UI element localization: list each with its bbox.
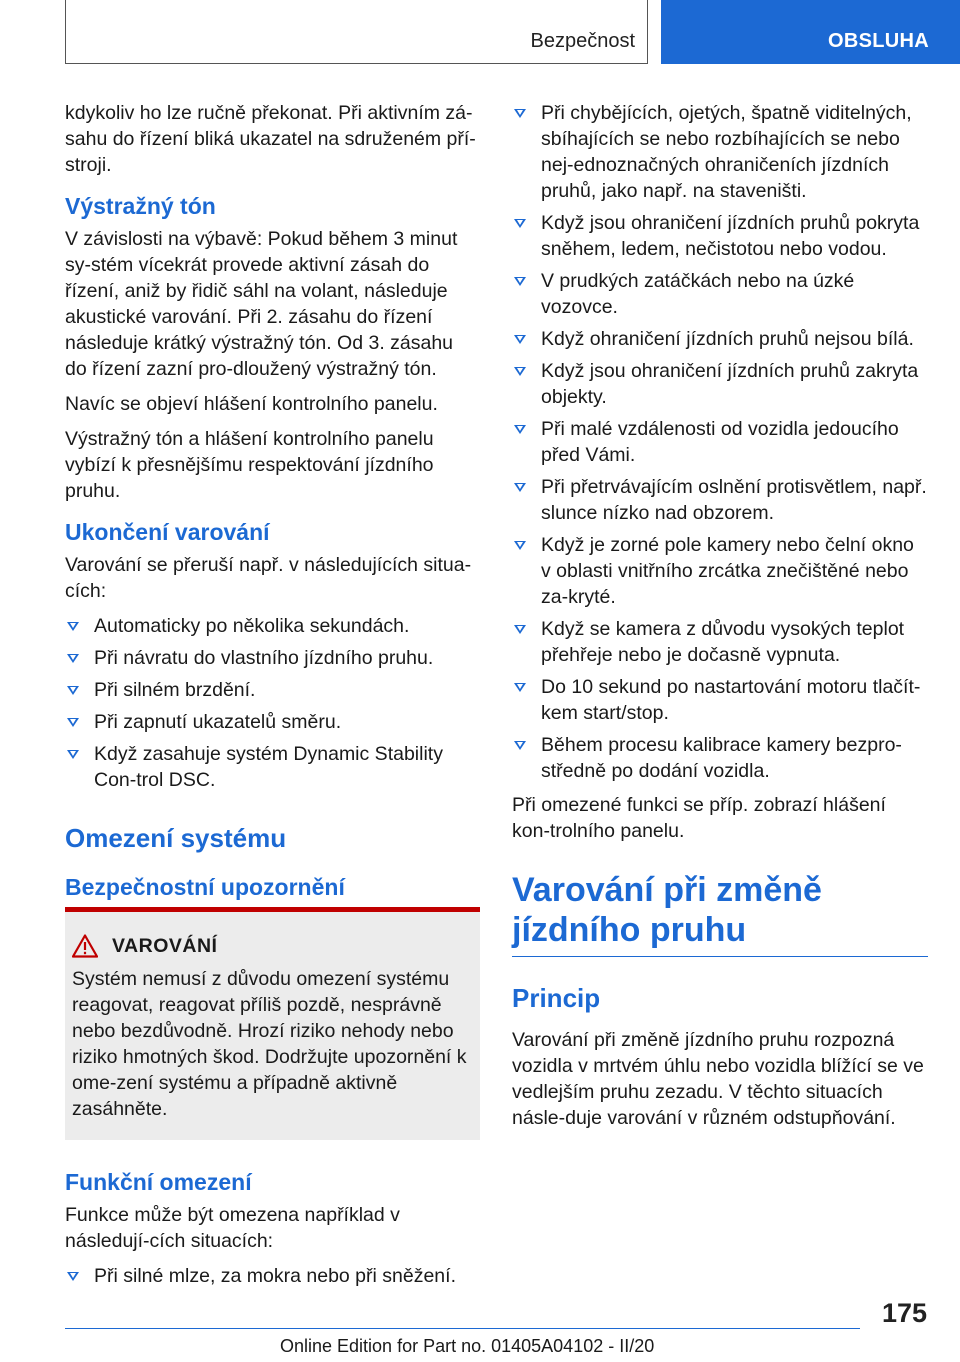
triangle-bullet-icon [514, 335, 526, 344]
header-chapter-tab [661, 0, 960, 64]
list-item: V prudkých zatáčkách nebo na úzké vozovce. [512, 268, 928, 320]
heading-warning-tone: Výstražný tón [65, 193, 216, 219]
triangle-bullet-icon [514, 483, 526, 492]
list-item: Do 10 sekund po nastartování motoru tlačít-kem start/stop. [512, 674, 928, 726]
heading-system-limits: Omezení systému [65, 823, 287, 853]
triangle-bullet-icon [67, 718, 79, 727]
list-item: Při silném brzdění. [65, 677, 480, 703]
list-item: Když ohraničení jízdních pruhů nejsou bílá. [512, 326, 928, 352]
footer-edition: Online Edition for Part no. 01405A04102 - II/20 [280, 1336, 655, 1356]
list-item: Když zasahuje systém Dynamic Stability Con-trol DSC. [65, 741, 480, 793]
list-item: Automaticky po několika sekundách. [65, 613, 480, 639]
page-number: 175 [881, 1298, 927, 1328]
tone-paragraph-2: Navíc se objeví hlášení kontrolního panelu. [65, 393, 438, 415]
triangle-bullet-icon [514, 741, 526, 750]
triangle-bullet-icon [514, 625, 526, 634]
header-section-box [65, 0, 648, 64]
end-list [65, 613, 480, 793]
header-section-title: Bezpečnost [530, 30, 635, 52]
triangle-bullet-icon [514, 109, 526, 118]
triangle-bullet-icon [514, 219, 526, 228]
header-chapter-label: OBSLUHA [828, 30, 929, 52]
warning-title: VAROVÁNÍ [112, 934, 218, 957]
list-item: Při silné mlze, za mokra nebo při sněžení. [65, 1263, 480, 1289]
list-item: Při chybějících, ojetých, špatně viditelných, sbíhajících se nebo rozbíhajících se nebo nej-ednoznačných ohraničeních jízdních pruhů, jako např. na staveništi. [512, 100, 928, 204]
triangle-bullet-icon [514, 367, 526, 376]
triangle-bullet-icon [67, 654, 79, 663]
heading-principle: Princip [512, 983, 601, 1013]
list-item: Když jsou ohraničení jízdních pruhů zakryta objekty. [512, 358, 928, 410]
page-header [0, 0, 960, 64]
triangle-bullet-icon [514, 683, 526, 692]
triangle-bullet-icon [514, 541, 526, 550]
triangle-bullet-icon [67, 686, 79, 695]
list-item: Když se kamera z důvodu vysokých teplot přehřeje nebo je dočasně vypnuta. [512, 616, 928, 668]
list-item: Když jsou ohraničení jízdních pruhů pokryta sněhem, ledem, nečistotou nebo vodou. [512, 210, 928, 262]
triangle-bullet-icon [67, 750, 79, 759]
func-list [65, 1263, 480, 1289]
list-item: Při zapnutí ukazatelů směru. [65, 709, 480, 735]
list-item: Při přetrvávajícím oslnění protisvětlem, např. slunce nízko nad obzorem. [512, 474, 928, 526]
principle-paragraph: Varování při změně jízdního pruhu rozpozná vozidla v mrtvém úhlu nebo vozidla blížící se ve vedlejším pruhu zezadu. V těchto situacích násle-duje varování v různém odstupňování. [512, 1029, 924, 1129]
end-paragraph: Varování se přeruší např. v následujících situa-cích: [65, 554, 472, 602]
warning-header [72, 934, 474, 958]
tone-paragraph-3: Výstražný tón a hlášení kontrolního panelu vybízí k přesnějšímu respektování jízdního pruhu. [65, 428, 434, 502]
right-column [512, 100, 928, 1140]
left-column [65, 100, 480, 1297]
triangle-bullet-icon [67, 622, 79, 631]
triangle-bullet-icon [514, 425, 526, 434]
heading-end-warning: Ukončení varování [65, 519, 270, 545]
warning-box [65, 907, 480, 1140]
list-item: Během procesu kalibrace kamery bezpro-středně po dodání vozidla. [512, 732, 928, 784]
warning-text: Systém nemusí z důvodu omezení systému reagovat, reagovat příliš pozdě, nesprávně nebo bezdůvodně. Hrozí riziko nehody nebo riziko hmotných škod. Dodržujte upozornění k ome-zení systému a případně aktivně zasáhněte. [72, 968, 467, 1120]
heading-safety-notes: Bezpečnostní upozornění [65, 874, 345, 900]
intro-paragraph: kdykoliv ho lze ručně překonat. Při aktivním zá-sahu do řízení bliká ukazatel na sdruženém pří-stroji. [65, 102, 476, 176]
list-item: Při návratu do vlastního jízdního pruhu. [65, 645, 480, 671]
func-paragraph: Funkce může být omezena například v následují-cích situacích: [65, 1204, 400, 1252]
tone-paragraph-1: V závislosti na výbavě: Pokud během 3 minut sy-stém vícekrát provede aktivní zásah do řízení, aniž by řidič sáhl na volant, následuje akustické varování. Při 2. zásahu do řízení následuje krátký výstražný tón. Od 3. zásahu do řízení zazní pro-dloužený výstražný tón. [65, 228, 458, 380]
list-item: Když je zorné pole kamery nebo čelní okno v oblasti vnitřního zrcátka znečištěné nebo za-kryté. [512, 532, 928, 610]
limits-list [512, 100, 928, 784]
heading-functional-limits: Funkční omezení [65, 1169, 252, 1195]
list-item: Při malé vzdálenosti od vozidla jedoucího před Vámi. [512, 416, 928, 468]
triangle-bullet-icon [514, 277, 526, 286]
triangle-bullet-icon [67, 1272, 79, 1281]
warning-triangle-icon [72, 934, 98, 958]
footer-divider [65, 1328, 860, 1329]
heading-lane-change-warning: Varování při změně jízdního pruhu [512, 870, 928, 957]
limits-after-paragraph: Při omezené funkci se příp. zobrazí hlášení kon-trolního panelu. [512, 794, 886, 842]
